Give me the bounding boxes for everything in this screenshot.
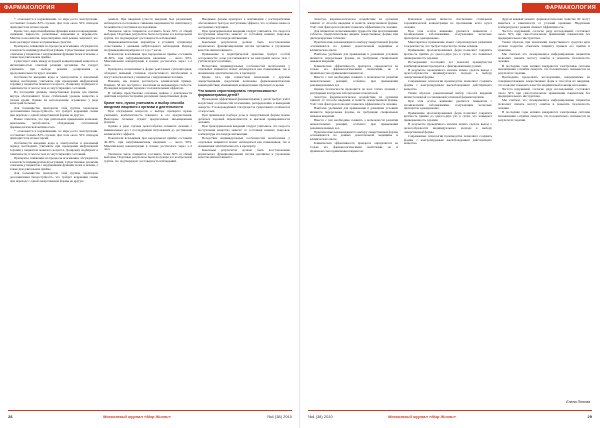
paragraph: Ключевой задачей является обеспечение стабильной терапевтической концентрации на протяжении всего курса лечения. — [404, 18, 492, 29]
paragraph: Многократное применение может сопровождаться развитием толерантности, что требует пересмотра схемы лечения. — [404, 40, 492, 49]
paragraph: Частота нарушений, согласно ряду исследований, составляет около 30% при самостоятельном применении пациентами без предварительного инструктажа. — [498, 28, 590, 41]
section-heading: Что можно спрогнозировать «переносимость» фармакотерапии детей? — [198, 89, 277, 98]
footer-rule-left — [8, 410, 292, 411]
paragraph: Зачастую фармакологическое воздействие на организм зависит от способа введения и свойств лекарственной формы. Учёт этих факторов позволяет повысить эффективность лечения. — [310, 94, 398, 107]
paragraph: При правильном подборе дозы и лекарственной формы можно добиться хорошей переносимости и высокой приверженности лечению. — [198, 112, 290, 125]
paragraph: Показатели всасывания при пероральном приёме составили 40–60%, при внутримышечном введении — около 90%. Максимальная концентрация в плазме достигалась через 1–2 часа. — [104, 51, 192, 68]
paragraph: Важно отметить, что при длительном применении возможно накопление метаболитов, обладающих собственной фармакологической активностью. — [10, 117, 98, 129]
paragraph: Вместе с тем необходимо помнить о возможности развития нежелательных реакций, особенно при превышении рекомендованных доз. — [310, 75, 398, 87]
paragraph: Препараты, влияющие на процессы всасывания, обсуждаются в контексте индивидуальной регуляции. Существенные различия отмечены у пациентов с нарушениями функции почек и печени, а также при длительном приёме. — [10, 44, 98, 60]
footer-left — [8, 412, 292, 422]
paragraph: Препараты, назначаемые в форме ректальных суппозиториев, обладают меньшей степенью пресистемного метаболизма и могут использоваться у пациентов с нарушением глотания. — [104, 67, 192, 79]
paragraph: Для большинства препаратов этой группы характерна дозозависимая биодоступность, что требует коррекции схемы при переходе с одной лекарственной формы на другую. — [10, 105, 98, 118]
right-column-1 — [310, 18, 398, 410]
paragraph: Кроме того, при совместном назначении с другими лекарственными средствами возможны фармакокинетические взаимодействия, изменяющие концентрацию препарата в крови. — [198, 75, 290, 87]
running-head-right: ФАРМАКОЛОГИЯ — [522, 3, 600, 13]
paragraph: Фармакокинетические параметры в условиях стационара сопоставимы с данными амбулаторного наблюдения. Период полувыведения варьировал от 4 до 7 часов. — [104, 40, 192, 52]
paragraph: Другой важный момент: фармакологические свойства ЛС могут меняться в зависимости от условий хранения. Нарушение температурного режима снижает эффективность. — [498, 18, 590, 29]
paragraph: Мы считаем, что своевременное информирование пациентов позволяет снизить частоту ошибок и повысить безопасность лечения. — [498, 98, 590, 110]
paragraph: В последние годы активно внедряются электронные системы напоминания о приёме лекарств, что положительно сказывается на результатах терапии. — [498, 110, 590, 122]
issue-number-left: №4 (38) 2010 — [267, 414, 292, 419]
paragraph: Существует связь между исходной концентрацией вещества и интенсивностью ответной реакции организма. Ее следует учитывать при выборе режима дозирования и продолжительности курса лечения. — [10, 59, 98, 75]
paragraph: Наиболее удобными для применения в домашних условиях являются пероральные формы, не требующие специальных навыков введения. — [310, 51, 398, 64]
paragraph: Конечным результатом должно быть восстановление нормального функционирования систем организма и улучшение качества жизни пациента. — [198, 40, 290, 52]
paragraph: В последние годы активно внедряются электронные системы напоминания о приёме лекарств, что положительно сказывается на результатах терапии. — [498, 63, 590, 76]
right-column-2 — [404, 18, 492, 410]
paragraph: Указанное число пациентов составило более 30% от общей выборки. Подобные результаты были получены и в контрольной группе, что подтверждает достоверность наблюдений. — [104, 28, 192, 41]
left-column-3 — [198, 18, 290, 410]
paragraph: Вследствие индивидуальных особенностей метаболизма у отдельных пациентов может наблюдаться как повышенная, так и пониженная чувствительность к препарату. — [198, 63, 290, 76]
paragraph: В результате проведённого анализа можно сделать вывод о целесообразности индивидуального подхода к выбору лекарственной формы. — [404, 122, 492, 134]
paragraph: Наиболее удобными для применения в домашних условиях являются пероральные формы, не требующие специальных навыков введения. — [310, 106, 398, 118]
footer-right — [308, 412, 592, 422]
paragraph: Вместе с тем необходимо помнить о возможности развития нежелательных реакций, особенно при превышении рекомендованных доз. — [310, 118, 398, 130]
paragraph: Применение в педиатрической практике требует особой осторожности: дозы рассчитываются на килограмм массы тела с учётом возраста ребёнка. — [198, 51, 290, 64]
paragraph: Современные технологии производства позволяют создавать формы с контролируемым высвобождением действующего вещества. — [404, 133, 492, 146]
paragraph: Практические рекомендации по выбору лекарственной формы основываются на данных доказательной медицины и клиническом опыте. — [310, 40, 398, 52]
journal-title-right: Московский журнал «Мир Жизни» — [388, 414, 456, 419]
paragraph: При этом особое внимание уделяется пациентам с хроническими заболеваниями, получающим несколько препаратов одновременно. — [404, 28, 492, 41]
paragraph: Конечным результатом должно быть восстановление нормального функционирования систем организма и улучшение качества жизни пациента. — [198, 147, 290, 160]
paragraph: Особенности введения воды и электролитов в начальный период необходимо учитывать при проведении инфузионной терапии у пациентов пожилого возраста. Дозировку подбирают в зависимости от массы тела и сопутствующих состояний. — [10, 74, 98, 91]
right-column-3 — [498, 18, 590, 410]
journal-title-left: Московский журнал «Мир Жизни» — [103, 414, 171, 419]
article-author: Елена Попова — [566, 400, 590, 404]
paragraph: Таким образом, рациональный выбор способа введения является важной составляющей успешной фармакотерапии. — [404, 90, 492, 99]
paragraph: При обсуждении вопросов о выборе препарата нужно учитывать комплаентность пациента и его предпочтения. Некоторые больные отдают предпочтение инъекционным формам. — [104, 109, 192, 125]
paragraph: Таким образом, при назначении лекарственного средства врач должен подробно объяснить пациенту правила его приёма и хранения. — [498, 40, 590, 52]
paragraph: Необходимо продолжать исследования, направленные на совершенствование лекарственных форм и способов их введения, что позволит повысить качество медицинской помощи населению. — [498, 75, 590, 87]
issue-number-right: №4 (38) 2010 — [308, 414, 333, 419]
paragraph: Мы считаем, что своевременное информирование пациентов позволяет снизить частоту ошибок и повысить безопасность лечения. — [498, 51, 590, 64]
page-number-right: 29 — [587, 414, 592, 419]
running-head-left: ФАРМАКОЛОГИЯ — [0, 3, 78, 13]
paragraph: При трансдермальном введении следует учитывать, что скорость поступления вещества зависит от состояния кожных покровов, температуры и площади аппликации. — [198, 28, 290, 41]
paragraph: Зачастую фармакологическое воздействие на организм зависит от способа введения и свойств лекарственной формы. Учёт этих факторов позволяет повысить эффективность лечения. — [310, 18, 398, 29]
paragraph: Практические рекомендации по выбору лекарственной формы основываются на данных доказательной медицины и клиническом опыте. — [310, 129, 398, 142]
paragraph: Применение пролонгированных форм позволяет сократить кратность приёма до одного-двух раз в сутки, что повышает приверженность терапии. — [404, 110, 492, 123]
paragraph: Проведение эффективной фармакотерапии у детей требует учёта возрастных особенностей всасывания, распределения и выведения лекарств. У новорождённых эти процессы существенно отличаются от взрослых. — [198, 97, 290, 113]
left-column-1 — [10, 18, 98, 410]
paragraph: Оценка безопасности проводится на всех этапах лечения с регулярным контролем лабораторных показателей. — [310, 86, 398, 95]
paragraph: Применение пролонгированных форм позволяет сократить кратность приёма до одного-двух раз в сутки, что повышает приверженность терапии. — [404, 48, 492, 60]
paragraph: Вводимые формы препарата в комбинации с растворителями обеспечивают быстрое наступление эффекта, что особенно важно в экстренных ситуациях. — [198, 18, 290, 29]
header-rule-right — [308, 12, 600, 13]
footer-rule-right — [308, 410, 592, 411]
right-page — [300, 0, 600, 428]
paragraph: Современные технологии производства позволяют создавать формы с контролируемым высвобождением действующего вещества. — [404, 79, 492, 91]
paragraph: Кроме того, видоспецифичные функции кожи к повреждению: снижение жирности, реактивные изменения и неровности. Многие пользователи, пересматривая свой режим, замечают, что кожа реагирует иначе на привычные средства. — [10, 28, 98, 44]
page-number-left: 28 — [8, 414, 13, 419]
paragraph: При трансдермальном введении следует учитывать, что скорость поступления вещества зависит от состояния кожных покровов, температуры и площади аппликации. — [198, 124, 290, 136]
paragraph: Клиническая эффективность препарата определяется не только его фармакологическими свойствами, но и правильностью применения пациентом. — [310, 63, 398, 76]
paragraph: Для большинства препаратов этой группы характерна дозозависимая биодоступность, что требует коррекции схемы при переходе с одной лекарственной формы на другую. — [10, 171, 98, 183]
paragraph: Показатели всасывания при пероральном приёме составили 40–60%, при внутримышечном введении — около 90%. Максимальная концентрация в плазме достигалась через 1–2 часа. — [104, 136, 192, 152]
paragraph: Исследования последних лет показали преимущества комбинированных препаратов с фиксированными дозами. — [404, 59, 492, 68]
paragraph: Однако в ряде случаев целесообразно начинать лечение с минимальных доз с последующим титрованием до достижения клинического эффекта. — [104, 124, 192, 136]
paragraph: *, отмечаются в надавливании, по мере роста эксплуатации, составляют больше 82% случаев, при этом около 50% эпизодов приходится на ночное время. — [10, 128, 98, 141]
paragraph: Препараты, влияющие на процессы всасывания, обсуждаются в контексте индивидуальной регуляции. Существенные различия отмечены у пациентов с нарушениями функции почек и печени, а также при длительном приёме. — [10, 155, 98, 172]
paragraph: *, отмечаются в надавливании, по мере роста эксплуатации, составляют больше 82% случаев, при этом около 50% эпизодов приходится на ночное время. — [10, 18, 98, 29]
paragraph: Вследствие индивидуальных особенностей метаболизма у отдельных пациентов может наблюдаться как повышенная, так и пониженная чувствительность к препарату. — [198, 136, 290, 148]
paragraph: Указанное число пациентов составило более 30% от общей выборки. Подобные результаты были получены и в контрольной группе, что подтверждает достоверность наблюдений. — [104, 151, 192, 164]
paragraph: данных. При введении (способ введения был различным) наблюдалось постепенное снижение выраженности симптомов у большинства участников исследования. — [104, 18, 192, 29]
paragraph: По последним данным, лекарственные формы для приёма внутрь обеспечивают более стабильный уровень вещества в плазме крови. Однако их использование ограничено у ряда категорий больных. — [10, 90, 98, 106]
paragraph: Для пациентов, испытывающих трудности при проглатывании таблеток, предпочтительны жидкие лекарственные формы или диспергируемые таблетки. — [310, 28, 398, 41]
paragraph: Клиническая эффективность препарата определяется не только его фармакологическими свойствами, но и правильностью применения пациентом. — [310, 141, 398, 153]
header-rule-left — [0, 12, 292, 13]
paragraph: Особенности введения воды и электролитов в начальный период необходимо учитывать при проведении инфузионной терапии у пациентов пожилого возраста. Дозировку подбирают в зависимости от массы тела и сопутствующих состояний. — [10, 140, 98, 156]
left-column-2 — [104, 18, 192, 410]
paragraph: Наконец, мы можем рассмотреть клинический пример. Пациент, 58 лет, поступил с жалобами на выраженную слабость. Проведена коррекция терапии с положительным эффектом. — [104, 78, 192, 91]
paragraph: Частота нарушений, согласно ряду исследований, составляет около 30% при самостоятельном применении пациентами без предварительного инструктажа. — [498, 86, 590, 99]
paragraph: При этом особое внимание уделяется пациентам с хроническими заболеваниями, получающим несколько препаратов одновременно. — [404, 98, 492, 111]
section-heading: Кроме того, нужно учитывать и выбор способа введения пищевого к органам и длительности — [104, 101, 185, 110]
paragraph: В таблице представлены основные данные о длительности действия и кратности приёма различных лекарственных форм. — [104, 90, 192, 99]
paragraph: В результате проведённого анализа можно сделать вывод о целесообразности индивидуального подхода к выбору лекарственной формы. — [404, 67, 492, 80]
